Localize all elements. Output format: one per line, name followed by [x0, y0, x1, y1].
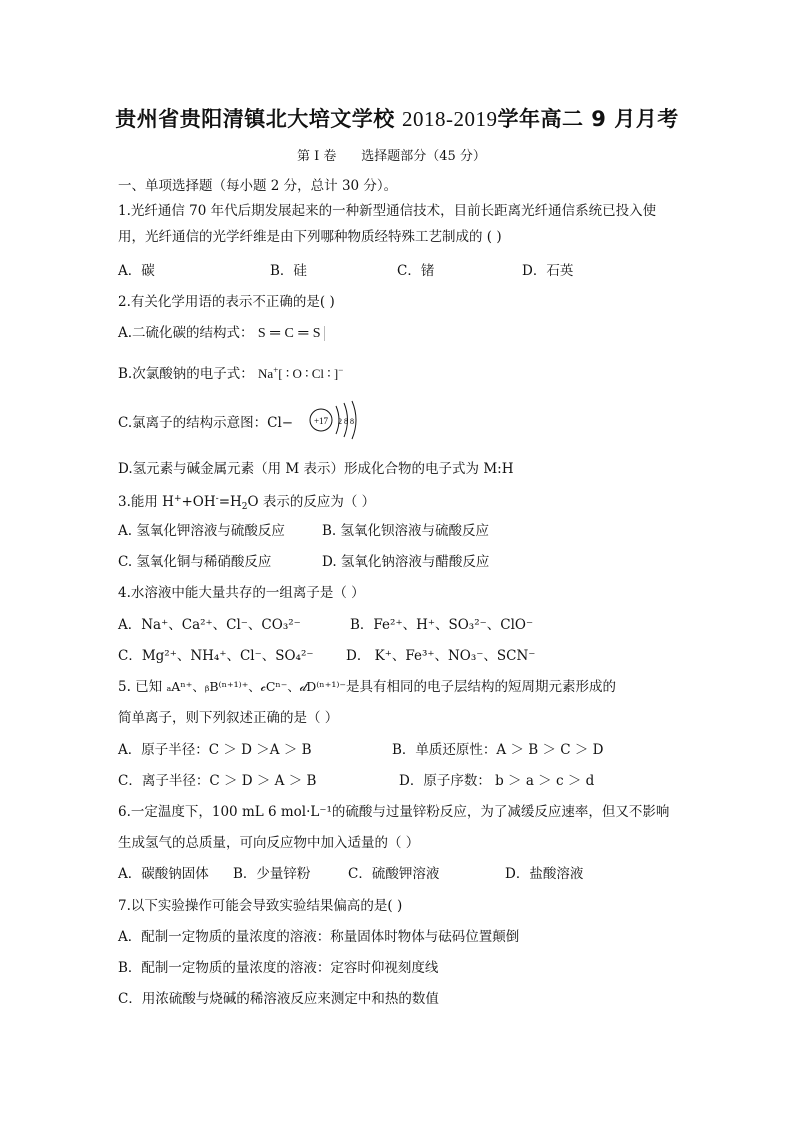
q7-option-c: C．用浓硫酸与烧碱的稀溶液反应来测定中和热的数值 — [118, 991, 439, 1007]
q3-stem-part2: +OH — [181, 494, 216, 510]
q5-stem-intro: 5. 已知 — [118, 679, 163, 695]
q4-option-b: B．Fe²⁺、H⁺、SO₃²⁻、ClO⁻ — [350, 617, 534, 633]
hypochlorite-dots: [ ∶ O ∶ Cl ∶ ] — [278, 366, 339, 381]
q3-stem-part4: O 表示的反应为（ ） — [247, 494, 376, 510]
q2-option-a-label: A.二硫化碳的结构式： — [118, 325, 254, 341]
q2-option-b — [118, 361, 343, 383]
q5-option-d: D．原子序数： b ＞ a ＞ c ＞ d — [399, 773, 595, 789]
q5-ion-list: ₐAⁿ⁺、ᵦB⁽ⁿ⁺¹⁾⁺、𝒸Cⁿ⁻、𝒹D⁽ⁿ⁺¹⁾⁻ — [166, 679, 346, 694]
q4-option-c: C．Mg²⁺、NH₄⁺、Cl⁻、SO₄²⁻ — [118, 648, 314, 664]
q5-option-a: A．原子半径：C ＞ D ＞A ＞ B — [118, 742, 312, 758]
q1-option-d: D．石英 — [522, 263, 574, 279]
title-year: 2018-2019 — [401, 107, 498, 131]
q5-stem-line1 — [118, 678, 616, 696]
q6-stem-line1: 6.一定温度下，100 mL 6 mol·L⁻¹的硫酸与过量锌粉反应，为了减缓反应速率，但又不影响 — [118, 804, 670, 820]
q2-option-d: D.氢元素与碱金属元素（用 M 表示）形成化合物的电子式为 M:H — [118, 461, 514, 477]
q4-option-a: A．Na⁺、Ca²⁺、Cl⁻、CO₃²⁻ — [118, 617, 301, 633]
q1-option-a: A．碳 — [118, 263, 155, 279]
q1-option-b: B．硅 — [270, 263, 307, 279]
exam-title — [0, 103, 794, 133]
section-subtitle: 第 I 卷 选择题部分（45 分） — [297, 149, 486, 164]
q2-option-a — [118, 324, 325, 343]
q1-option-c: C．锗 — [397, 263, 435, 279]
q6-option-a: A．碳酸钠固体 — [118, 866, 209, 882]
q5-option-b: B．单质还原性：A ＞ B ＞ C ＞ D — [392, 742, 604, 758]
q3-option-d: D. 氢氧化钠溶液与醋酸反应 — [322, 554, 490, 570]
q5-option-c: C．离子半径：C ＞ D ＞ A ＞ B — [118, 773, 317, 789]
q6-option-b: B．少量锌粉 — [233, 866, 311, 882]
cs2-structural-formula: S ═ C ═ S — [258, 326, 325, 341]
q3-option-c: C. 氢氧化铜与稀硝酸反应 — [118, 554, 272, 570]
q3-stem-part1: 3.能用 H — [118, 494, 174, 510]
q1-stem-line1: 1.光纤通信 70 年代后期发展起来的一种新型通信技术，目前长距离光纤通信系统已投入使 — [118, 203, 657, 219]
naclo-electron-formula: Na+[ ∶ O ∶ Cl ∶ ]− — [258, 365, 344, 381]
q2-stem: 2.有关化学用语的表示不正确的是( ) — [118, 294, 335, 310]
q6-option-c: C．硫酸钾溶液 — [348, 866, 440, 882]
q3-stem-part3: =H — [218, 494, 242, 510]
q4-stem: 4.水溶液中能大量共存的一组离子是（ ） — [118, 585, 365, 601]
q5-stem-line2: 简单离子，则下列叙述正确的是（ ） — [118, 710, 339, 726]
title-term: 学年高二 9 月月考 — [497, 107, 679, 131]
q2-option-c — [118, 414, 293, 432]
q1-stem-line2: 用，光纤通信的光学纤维是由下列哪种物质经特殊工艺制成的 ( ) — [118, 229, 502, 245]
title-school: 贵州省贵阳清镇北大培文学校 — [115, 107, 395, 131]
q7-option-a: A．配制一定物质的量浓度的溶液：称量固体时物体与砝码位置颠倒 — [118, 929, 520, 945]
sodium-symbol: Na — [258, 366, 274, 381]
q3-option-a: A. 氢氧化钾溶液与硫酸反应 — [118, 523, 285, 539]
q4-option-d: D． K⁺、Fe³⁺、NO₃⁻、SCN⁻ — [346, 648, 536, 664]
q6-stem-line2: 生成氢气的总质量，可向反应物中加入适量的（ ） — [118, 835, 420, 851]
shell-electrons: 2 8 8 — [338, 417, 354, 426]
section-heading: 一、单项选择题（每小题 2 分，总计 30 分）。 — [118, 178, 398, 194]
q2-option-c-label: C.氯离子的结构示意图：Cl− — [118, 415, 294, 431]
q3-option-b: B. 氢氧化钡溶液与硫酸反应 — [322, 523, 490, 539]
chloride-ion-structure-diagram — [308, 400, 364, 440]
q5-stem-rest: 是具有相同的电子层结构的短周期元素形成的 — [346, 679, 616, 695]
nucleus-charge: +17 — [313, 416, 329, 426]
q7-option-b: B．配制一定物质的量浓度的溶液：定容时仰视刻度线 — [118, 960, 439, 976]
q2-option-b-label: B.次氯酸钠的电子式： — [118, 366, 254, 382]
q3-stem: 3.能用 $H^++OH^-=H_2O$ 表示的反应为（ ） — [118, 494, 376, 512]
q7-stem: 7.以下实验操作可能会导致实验结果偏高的是( ) — [118, 898, 403, 914]
q6-option-d: D．盐酸溶液 — [505, 866, 584, 882]
